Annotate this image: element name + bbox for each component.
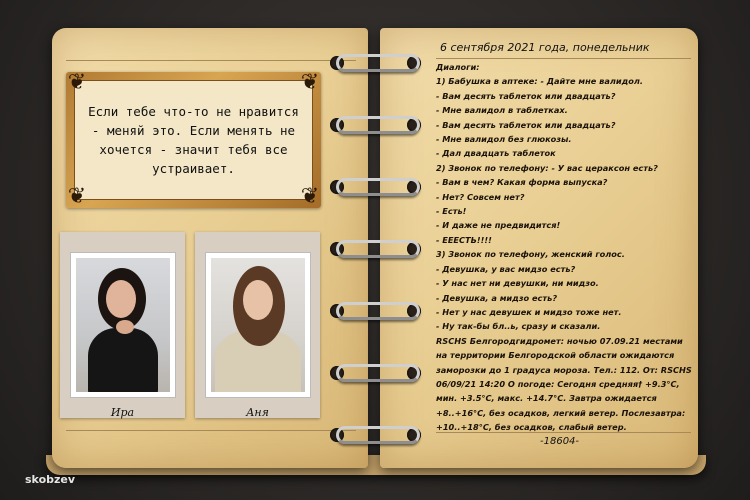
diary-line: - Ну так-бы бл..ь, сразу и сказали.: [436, 321, 601, 332]
watermark: skobzev: [25, 473, 76, 486]
diary-line: мин. +3.5°С, макс. +14.7°С. Завтра ожидается: [436, 393, 657, 404]
photo-frame: [205, 252, 311, 398]
diary-line: 06/09/21 14:20 О погоде: Сегодня средняя† +9.3°С,: [436, 378, 680, 389]
diary-line: - У нас нет ни девушки, ни мидзо.: [436, 278, 599, 289]
diary-line: Диалоги:: [436, 62, 480, 72]
ornament-icon: ❦: [300, 70, 320, 95]
diary-line: - Девушка, у вас мидзо есть?: [436, 263, 576, 274]
diary-text: [436, 60, 698, 435]
diary-line: - Девушка, а мидзо есть?: [436, 292, 558, 303]
ornament-icon: ❦: [67, 70, 87, 95]
diary-line: - Вам в чем? Какая форма выпуска?: [436, 177, 608, 188]
diary-line: - Вам десять таблеток или двадцать?: [436, 119, 616, 130]
diary-line: - Нет у нас девушек и мидзо тоже нет.: [436, 306, 622, 317]
portrait-image: [76, 258, 170, 392]
page-line: [436, 58, 691, 59]
ornament-icon: ❦: [300, 184, 320, 209]
photo-caption: Аня: [246, 406, 269, 419]
diary-line: - Мне валидол в таблетках.: [436, 105, 568, 116]
diary-date: 6 сентября 2021 года, понедельник: [440, 41, 650, 54]
photo-frame: [70, 252, 176, 398]
portrait-image: [211, 258, 305, 392]
spiral-ring-icon: [328, 114, 423, 134]
spiral-ring-icon: [328, 362, 423, 382]
diary-line: - Вам десять таблеток или двадцать?: [436, 90, 616, 101]
diary-line: на территории Белгородской области ожидаются: [436, 350, 675, 361]
spiral-ring-icon: [328, 238, 423, 258]
quote-text: Если тебе что-то не нравится - меняй это. Если менять не хочется - значит тебя все устраивает.: [88, 104, 299, 176]
spiral-ring-icon: [328, 300, 423, 320]
spiral-ring-icon: [328, 424, 423, 444]
diary-line: 2) Звонок по телефону: - У вас цераксон есть?: [436, 162, 658, 173]
diary-line: - Дал двадцать таблеток: [436, 148, 556, 159]
diary-line: RSCHS Белгородгидромет: ночью 07.09.21 местами: [436, 335, 683, 346]
diary-line: - Нет? Совсем нет?: [436, 191, 525, 202]
spiral-ring-icon: [328, 52, 423, 72]
diary-line: +10..+18°С, без осадков, слабый ветер.: [436, 422, 627, 433]
photo-caption: Ира: [110, 406, 135, 419]
diary-line: 1) Бабушка в аптеке: - Дайте мне валидол.: [436, 76, 643, 87]
diary-line: - Есть!: [436, 206, 467, 217]
photo-card-anya: [195, 232, 320, 418]
diary-line: - И даже не предвидится!: [436, 220, 561, 231]
quote-panel: [74, 80, 313, 200]
spiral-ring-icon: [328, 176, 423, 196]
page-line: [66, 430, 356, 431]
diary-line: +8..+16°С, без осадков, легкий ветер. Послезавтра:: [436, 407, 686, 418]
diary-signature: -18604-: [540, 436, 580, 447]
diary-line: 3) Звонок по телефону, женский голос.: [436, 249, 625, 260]
diary-line: - Мне валидол без глюкозы.: [436, 134, 572, 145]
diary-line: заморозки до 1 градуса мороза. Тел.: 112. От: RSCHS: [436, 364, 692, 375]
page-line: [66, 60, 356, 61]
ornament-icon: ❦: [67, 184, 87, 209]
diary-line: - ЕЕЕСТЬ!!!!: [436, 234, 492, 245]
photo-card-ira: [60, 232, 185, 418]
quote-frame: [66, 72, 321, 208]
